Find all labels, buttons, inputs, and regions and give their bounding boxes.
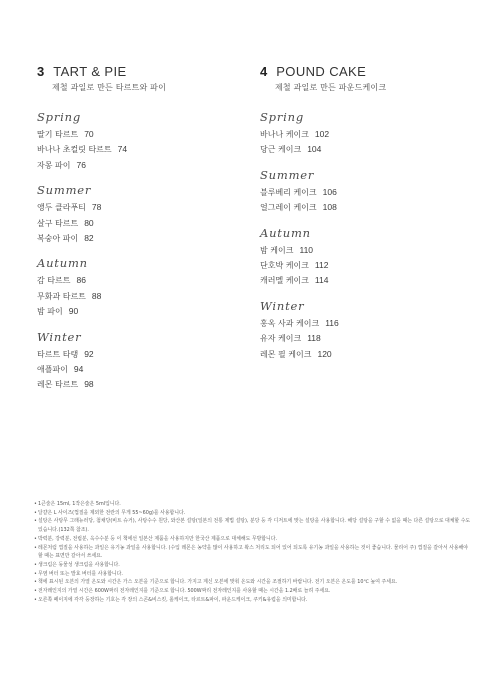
- recipe-entry[interactable]: [260, 142, 460, 157]
- recipe-name: 블루베리 케이크: [260, 187, 317, 197]
- chapter-subtitle: 제철 과일로 만든 파운드케이크: [275, 83, 387, 92]
- page-number: 106: [322, 186, 337, 197]
- page-number: 70: [84, 129, 94, 139]
- page-number: 76: [76, 159, 86, 170]
- recipe-entry[interactable]: [260, 331, 460, 346]
- recipe-entry[interactable]: [37, 127, 237, 142]
- page-number: 114: [314, 275, 329, 286]
- chapter-header: [37, 64, 237, 79]
- recipe-entry[interactable]: [260, 200, 460, 215]
- recipe-list: [37, 347, 237, 393]
- page-number: 92: [84, 348, 94, 359]
- recipe-name: 밤 파이: [37, 307, 63, 317]
- recipe-name: 감 타르트: [37, 276, 71, 286]
- recipe-entry[interactable]: [37, 304, 237, 319]
- recipe-entry[interactable]: [260, 243, 460, 258]
- recipe-name: 자몽 파이: [37, 160, 71, 170]
- note-item: • 박력분, 강력분, 전립분, 옥수수분 등 이 책에선 일본산 제품을 사용하지만 한국산 제품으로 대체해도 무방합니다.: [34, 535, 474, 544]
- recipe-name: 복숭아 파이: [37, 233, 79, 243]
- section-list: [260, 110, 460, 362]
- note-item: • 레몬처럼 껍질을 사용하는 과일은 유기농 과일을 사용합니다. (수입 레몬은 농약을 많이 사용하고 왁스 처리도 되어 있어 되도록 유기농 과일을 사용하는 것이 좋습니다. 물리어 주) 껍질을 갈아서 사용해야 할 때는 표면만 갈아서 쓰세요.: [34, 544, 474, 561]
- section-list: [37, 110, 237, 393]
- season-heading: Spring: [37, 110, 81, 124]
- page-number: 80: [84, 217, 94, 228]
- note-item: • 오른쪽 페이지에 각각 등장하는 기호는 각 장의 스콘&비스킷, 롤케이크, 타르트&파이, 파운드케이크, 쿠키&유럽을 의미합니다.: [34, 596, 474, 605]
- recipe-name: 얼그레이 케이크: [260, 203, 317, 213]
- chapter-title: TART & PIE: [53, 64, 127, 79]
- recipe-entry[interactable]: [260, 273, 460, 288]
- page-number: 82: [84, 232, 94, 243]
- page-number: 78: [91, 202, 102, 213]
- page-number: 118: [307, 333, 321, 344]
- recipe-name: 타르트 타탱: [37, 349, 79, 359]
- page-number: 120: [317, 348, 332, 359]
- season-heading: Summer: [260, 167, 315, 182]
- note-item: • 무염 버터 또는 발효 버터를 사용합니다.: [34, 570, 474, 579]
- recipe-entry[interactable]: [37, 158, 237, 173]
- note-item: • 전자레인지의 가열 시간은 600W짜리 전자레인지를 기준으로 합니다. 500W짜리 전자레인지를 사용할 때는 시간을 1.2배로 늘려 주세요.: [34, 587, 474, 596]
- recipe-entry[interactable]: [37, 377, 237, 392]
- chapter-3: [37, 64, 237, 393]
- recipe-list: [260, 316, 460, 362]
- note-item: • 책에 표시된 오븐의 가열 온도와 시간은 가스 오븐을 기준으로 합니다. 가지고 계신 오븐에 맞춰 온도와 시간을 조절하기 바랍니다. 전기 오븐은 온도를 10℃ 높여 주세요.: [34, 578, 474, 587]
- page-number: 112: [314, 259, 329, 270]
- recipe-entry[interactable]: [260, 316, 460, 331]
- recipe-entry[interactable]: [37, 216, 237, 231]
- recipe-name: 레몬 필 케이크: [260, 349, 312, 359]
- page-number: 88: [91, 290, 102, 301]
- recipe-entry[interactable]: [260, 185, 460, 200]
- recipe-name: 밤 케이크: [260, 245, 294, 255]
- season-heading: Autumn: [260, 225, 311, 240]
- season-heading: Winter: [37, 329, 82, 344]
- page-number: 104: [307, 144, 322, 155]
- recipe-entry[interactable]: [260, 347, 460, 362]
- page-number: 110: [299, 244, 314, 255]
- page-number: 90: [68, 306, 79, 317]
- recipe-name: 바나나 케이크: [260, 130, 309, 139]
- page-number: 116: [325, 317, 339, 328]
- recipe-list: [37, 273, 237, 319]
- page-number: 94: [73, 363, 84, 374]
- recipe-name: 단호박 케이크: [260, 260, 309, 270]
- season-heading: Spring: [260, 110, 304, 124]
- page-number: 86: [76, 275, 86, 286]
- note-item: • 설탕은 사탕무 그래뉴러당, 첨채당(비트 슈거), 사탕수수 원당, 와산본 설탕(일본의 전통 제법 설탕), 분당 등 각 디저트에 맞는 설탕을 사용합니다. 해당 설탕을 구할 수 없을 때는 다른 설탕으로 대체할 수도 있습니다.(132쪽 참조).: [34, 517, 474, 534]
- recipe-entry[interactable]: [37, 347, 237, 362]
- recipe-name: 딸기 타르트: [37, 130, 79, 139]
- recipe-list: [37, 200, 237, 246]
- season-heading: Summer: [37, 183, 92, 198]
- recipe-name: 홍옥 사과 케이크: [260, 318, 320, 328]
- recipe-entry[interactable]: [37, 231, 237, 246]
- recipe-list: [260, 185, 460, 216]
- notes-list: [34, 500, 474, 604]
- page-number: 98: [84, 379, 94, 390]
- recipe-entry[interactable]: [37, 200, 237, 215]
- recipe-list: [37, 127, 237, 173]
- page-number: 102: [314, 129, 330, 139]
- chapter-title: POUND CAKE: [276, 64, 367, 79]
- chapter-4: [260, 64, 460, 362]
- recipe-list: [260, 243, 460, 289]
- recipe-name: 유자 케이크: [260, 334, 302, 344]
- chapter-header: [260, 64, 460, 79]
- recipe-entry[interactable]: [37, 362, 237, 377]
- chapter-number: 4: [260, 64, 268, 79]
- note-item: • 달걀은 L 사이즈(껍질을 제외한 전란의 무게 55~60g)를 사용합니다.: [34, 509, 474, 518]
- recipe-entry[interactable]: [37, 289, 237, 304]
- recipe-entry[interactable]: [260, 127, 460, 142]
- recipe-name: 앵두 클라푸티: [37, 203, 86, 213]
- recipe-entry[interactable]: [260, 258, 460, 273]
- recipe-name: 바나나 초컬릿 타르트: [37, 145, 112, 155]
- recipe-entry[interactable]: [37, 273, 237, 288]
- page-number: 108: [322, 202, 337, 213]
- recipe-name: 무화과 타르트: [37, 291, 86, 301]
- season-heading: Autumn: [37, 256, 88, 271]
- recipe-list: [260, 127, 460, 158]
- recipe-name: 캐러멜 케이크: [260, 276, 309, 286]
- recipe-name: 애플파이: [37, 364, 68, 374]
- chapter-subtitle: 제철 과일로 만든 타르트와 파이: [52, 83, 167, 92]
- chapter-number: 3: [37, 64, 45, 79]
- note-item: • 1큰술은 15ml, 1작은술은 5ml입니다.: [34, 500, 474, 509]
- recipe-name: 당근 케이크: [260, 145, 302, 155]
- page-number: 74: [117, 144, 128, 155]
- note-item: • 생크림은 동물성 생크림을 사용합니다.: [34, 561, 474, 570]
- recipe-name: 레몬 타르트: [37, 380, 79, 390]
- season-heading: Winter: [260, 298, 305, 313]
- recipe-name: 살구 타르트: [37, 218, 79, 228]
- recipe-entry[interactable]: [37, 142, 237, 157]
